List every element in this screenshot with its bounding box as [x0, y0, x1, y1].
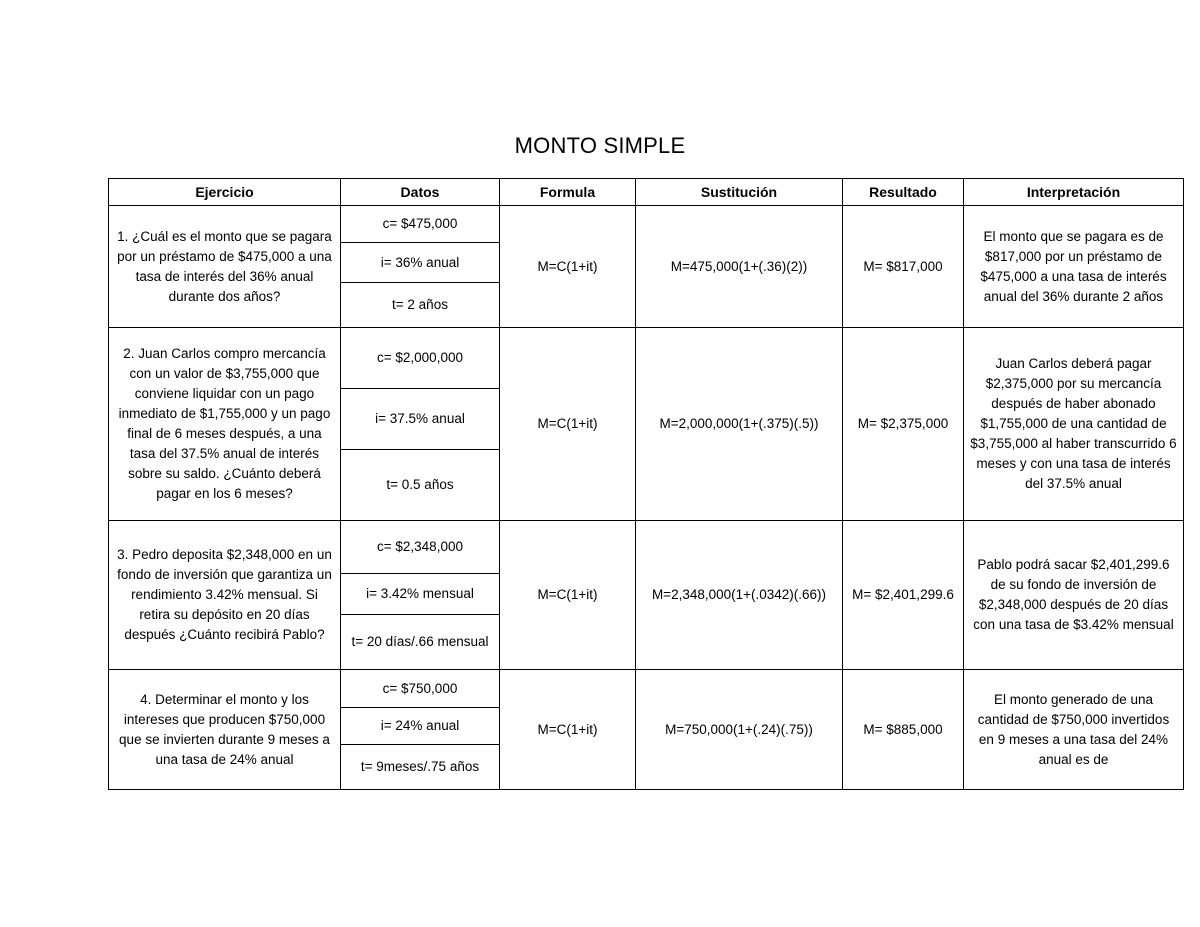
header-ejercicio: Ejercicio: [109, 179, 341, 206]
header-formula: Formula: [500, 179, 636, 206]
datos-cell: c= $2,000,000: [341, 328, 500, 389]
sustitucion-cell: M=750,000(1+(.24)(.75)): [636, 670, 843, 790]
datos-cell: t= 9meses/.75 años: [341, 745, 500, 790]
header-resultado: Resultado: [843, 179, 964, 206]
formula-cell: M=C(1+it): [500, 328, 636, 521]
interpretacion-cell: Juan Carlos deberá pagar $2,375,000 por su mercancía después de haber abonado $1,755,000 de una cantidad de $3,755,000 al haber transcurrido 6 meses y con una tasa de interés del 37.5% anual: [964, 328, 1184, 521]
datos-cell: i= 24% anual: [341, 708, 500, 745]
table-row: [109, 206, 1184, 243]
formula-cell: M=C(1+it): [500, 670, 636, 790]
datos-cell: i= 3.42% mensual: [341, 574, 500, 615]
formula-cell: M=C(1+it): [500, 206, 636, 328]
table-row: [109, 521, 1184, 574]
page-title: MONTO SIMPLE: [514, 133, 686, 158]
datos-cell: t= 20 días/.66 mensual: [341, 615, 500, 670]
interpretacion-cell: El monto generado de una cantidad de $750,000 invertidos en 9 meses a una tasa del 24% anual es de: [964, 670, 1184, 790]
datos-cell: c= $2,348,000: [341, 521, 500, 574]
interpretacion-cell: Pablo podrá sacar $2,401,299.6 de su fondo de inversión de $2,348,000 después de 20 días con una tasa de $3.42% mensual: [964, 521, 1184, 670]
table-row: [109, 328, 1184, 389]
ejercicio-cell: 3. Pedro deposita $2,348,000 en un fondo de inversión que garantiza un rendimiento 3.42% mensual. Si retira su depósito en 20 días después ¿Cuánto recibirá Pablo?: [109, 521, 341, 670]
interpretacion-cell: El monto que se pagara es de $817,000 por un préstamo de $475,000 a una tasa de interés anual del 36% durante 2 años: [964, 206, 1184, 328]
resultado-cell: M= $2,401,299.6: [843, 521, 964, 670]
datos-cell: c= $750,000: [341, 670, 500, 708]
header-row: [109, 179, 1184, 206]
datos-cell: i= 36% anual: [341, 243, 500, 283]
header-datos: Datos: [341, 179, 500, 206]
header-sustitucion: Sustitución: [636, 179, 843, 206]
formula-cell: M=C(1+it): [500, 521, 636, 670]
resultado-cell: M= $885,000: [843, 670, 964, 790]
sustitucion-cell: M=2,000,000(1+(.375)(.5)): [636, 328, 843, 521]
ejercicio-cell: 2. Juan Carlos compro mercancía con un valor de $3,755,000 que conviene liquidar con un pago inmediato de $1,755,000 y un pago final de 6 meses después, a una tasa del 37.5% anual de interés sobre su saldo. ¿Cuánto deberá pagar en los 6 meses?: [109, 328, 341, 521]
sustitucion-cell: M=475,000(1+(.36)(2)): [636, 206, 843, 328]
resultado-cell: M= $2,375,000: [843, 328, 964, 521]
sustitucion-cell: M=2,348,000(1+(.0342)(.66)): [636, 521, 843, 670]
datos-cell: t= 2 años: [341, 283, 500, 328]
ejercicio-cell: 4. Determinar el monto y los intereses que producen $750,000 que se invierten durante 9 meses a una tasa de 24% anual: [109, 670, 341, 790]
ejercicio-cell: 1. ¿Cuál es el monto que se pagara por un préstamo de $475,000 a una tasa de interés del 36% anual durante dos años?: [109, 206, 341, 328]
monto-simple-table: [108, 178, 1184, 790]
datos-cell: i= 37.5% anual: [341, 389, 500, 450]
datos-cell: t= 0.5 años: [341, 450, 500, 521]
header-interpretacion: Interpretación: [964, 179, 1184, 206]
table-row: [109, 670, 1184, 708]
datos-cell: c= $475,000: [341, 206, 500, 243]
resultado-cell: M= $817,000: [843, 206, 964, 328]
